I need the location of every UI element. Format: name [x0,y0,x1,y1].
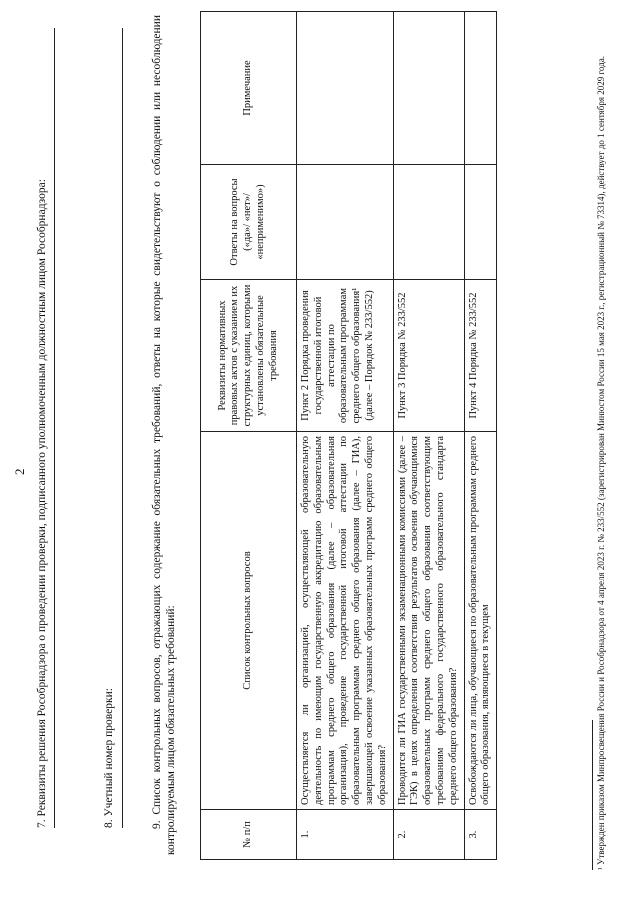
row-answer[interactable] [393,165,464,280]
row-note[interactable] [464,12,497,165]
table-row [464,12,497,860]
table-row [297,12,394,860]
row-question: Освобождаются ли лица, обучающиеся по образовательным программам среднего общего образования, являющиеся в текущем [464,432,497,810]
row-number: 2. [393,810,464,860]
header-questions: Список контрольных вопросов [201,432,297,810]
row-note[interactable] [393,12,464,165]
row-question: Осуществляется ли организацией, осуществляющей образовательную деятельность по имеющим государственную аккредитацию образовательным программам среднего общего образования (далее – образовательная организация), проведение государственной итоговой аттестации по образовательным программам среднего общего образования (далее – ГИА), завершающей освоение указанных образовательных программ среднего общего образования? [297,432,394,810]
checklist-table [200,11,497,860]
row-number: 1. [297,810,394,860]
table-row [393,12,464,860]
row-note[interactable] [297,12,394,165]
row-answer[interactable] [297,165,394,280]
header-note: Примечание [201,12,297,165]
header-number: № п/п [201,810,297,860]
header-requisites: Реквизиты нормативных правовых актов с указанием их структурных единиц, которыми установлены обязательные требования [201,280,297,432]
row-requisite: Пункт 3 Порядка № 233/552 [393,280,464,432]
footnote: ¹ Утвержден приказом Минпросвещения России и Рособрнадзора от 4 апреля 2023 г. № 233/552 (зарегистрирован Минюстом России 15 мая 2023 г., регистрационный № 73314), действует до 1 сентября 2029 года. [596,55,606,870]
row-requisite: Пункт 2 Порядка проведения государственной итоговой аттестации по образовательным программам среднего общего образования¹ (далее – Порядок № 233/552) [297,280,394,432]
fill-line-8 [122,28,123,828]
table-header-row [201,12,297,860]
item-8-inspection-number: 8. Учетный номер проверки: [103,688,115,828]
item-9-checklist-intro [150,15,179,855]
row-question: Проводится ли ГИА государственными экзаменационными комиссиями (далее – ГЭК) в целях определения соответствия результатов освоения обучающимися образовательных программ среднего общего образования соответствующим требованиям федерального государственного образовательного стандарта среднего общего образования? [393,432,464,810]
item-7-decision-requisites: 7. Реквизиты решения Рособрнадзора о проведении проверки, подписанного уполномоченным должностным лицом Рособрнадзора: [36,179,48,828]
item-9-text: 9. Список контрольных вопросов, отражающих содержание обязательных требований, ответы на которые свидетельствуют о соблюдении или несоблюдении контролируемым лицом обязательных требований: [151,15,178,855]
fill-line-7 [54,28,55,828]
row-answer[interactable] [464,165,497,280]
row-number: 3. [464,810,497,860]
page-number: 2 [12,468,27,475]
footnote-separator [592,720,593,870]
row-requisite: Пункт 4 Порядка № 233/552 [464,280,497,432]
header-answers: Ответы на вопросы («да»/ «нет»/ «неприменимо») [201,165,297,280]
